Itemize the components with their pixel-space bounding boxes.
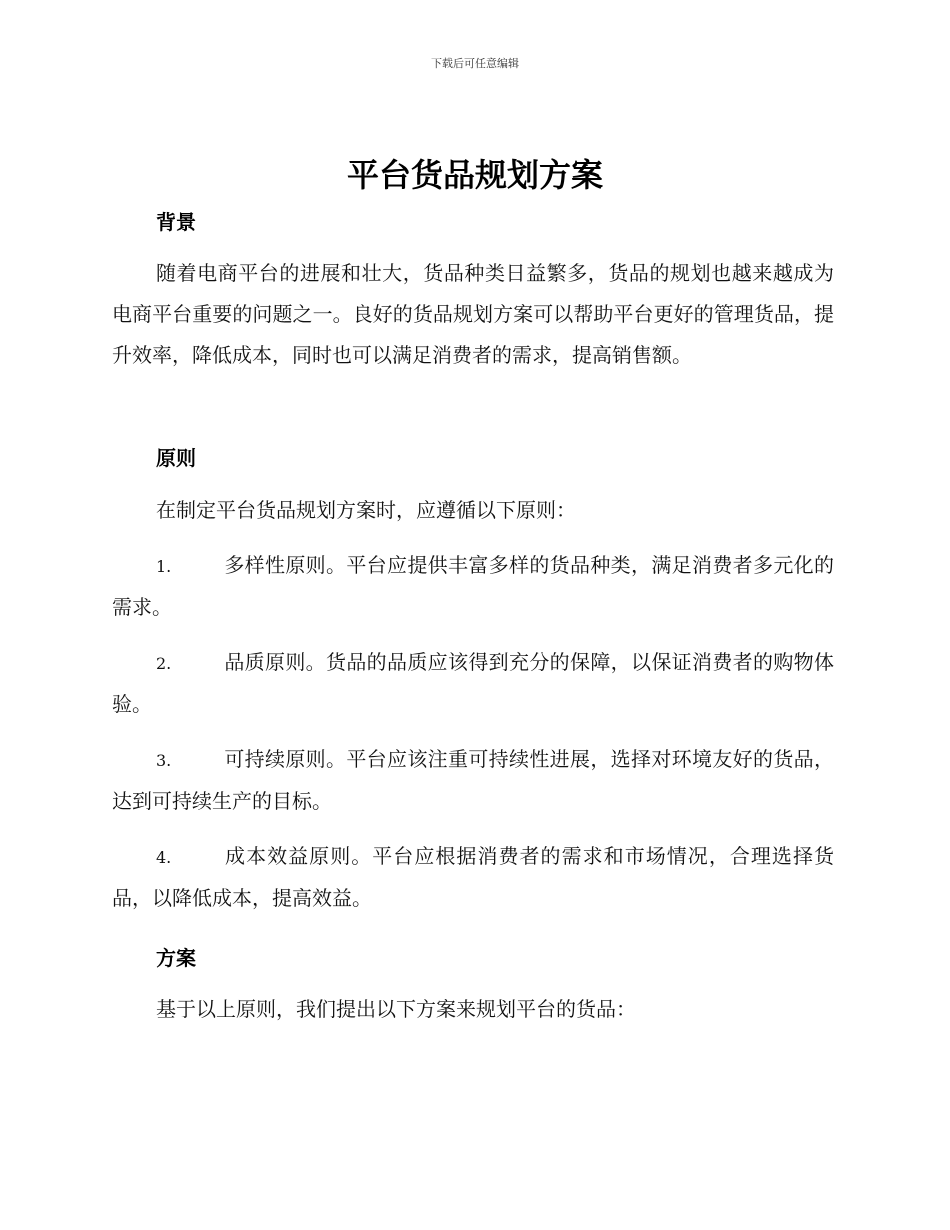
list-item-number: 2. [156,654,172,673]
section-heading-background: 背景 [156,210,196,234]
section-heading-plan: 方案 [156,946,196,970]
page-header-note: 下载后可任意编辑 [431,57,519,70]
document-title: 平台货品规划方案 [346,156,603,194]
list-item [112,739,834,822]
list-item-text: 可持续原则。平台应该注重可持续性进展，选择对环境友好的货品，达到可持续生产的目标。 [112,747,834,813]
plan-intro: 基于以上原则，我们提出以下方案来规划平台的货品： [156,997,636,1021]
section-heading-principles: 原则 [156,446,196,470]
list-item-number: 3. [156,751,172,770]
list-item [112,836,834,919]
background-paragraph: 随着电商平台的进展和壮大，货品种类日益繁多，货品的规划也越来越成为电商平台重要的问题之一。良好的货品规划方案可以帮助平台更好的管理货品，提升效率，降低成本，同时也可以满足消费者的需求，提高销售额。 [112,261,834,367]
list-item-text: 成本效益原则。平台应根据消费者的需求和市场情况，合理选择货品，以降低成本，提高效益。 [112,844,834,910]
principles-intro: 在制定平台货品规划方案时，应遵循以下原则： [156,498,576,522]
list-item-text: 多样性原则。平台应提供丰富多样的货品种类，满足消费者多元化的需求。 [112,553,834,619]
list-item-number: 1. [156,557,172,576]
list-item [112,642,834,725]
list-item-number: 4. [156,848,172,867]
list-item [112,545,834,628]
list-item-text: 品质原则。货品的品质应该得到充分的保障，以保证消费者的购物体验。 [112,650,834,716]
